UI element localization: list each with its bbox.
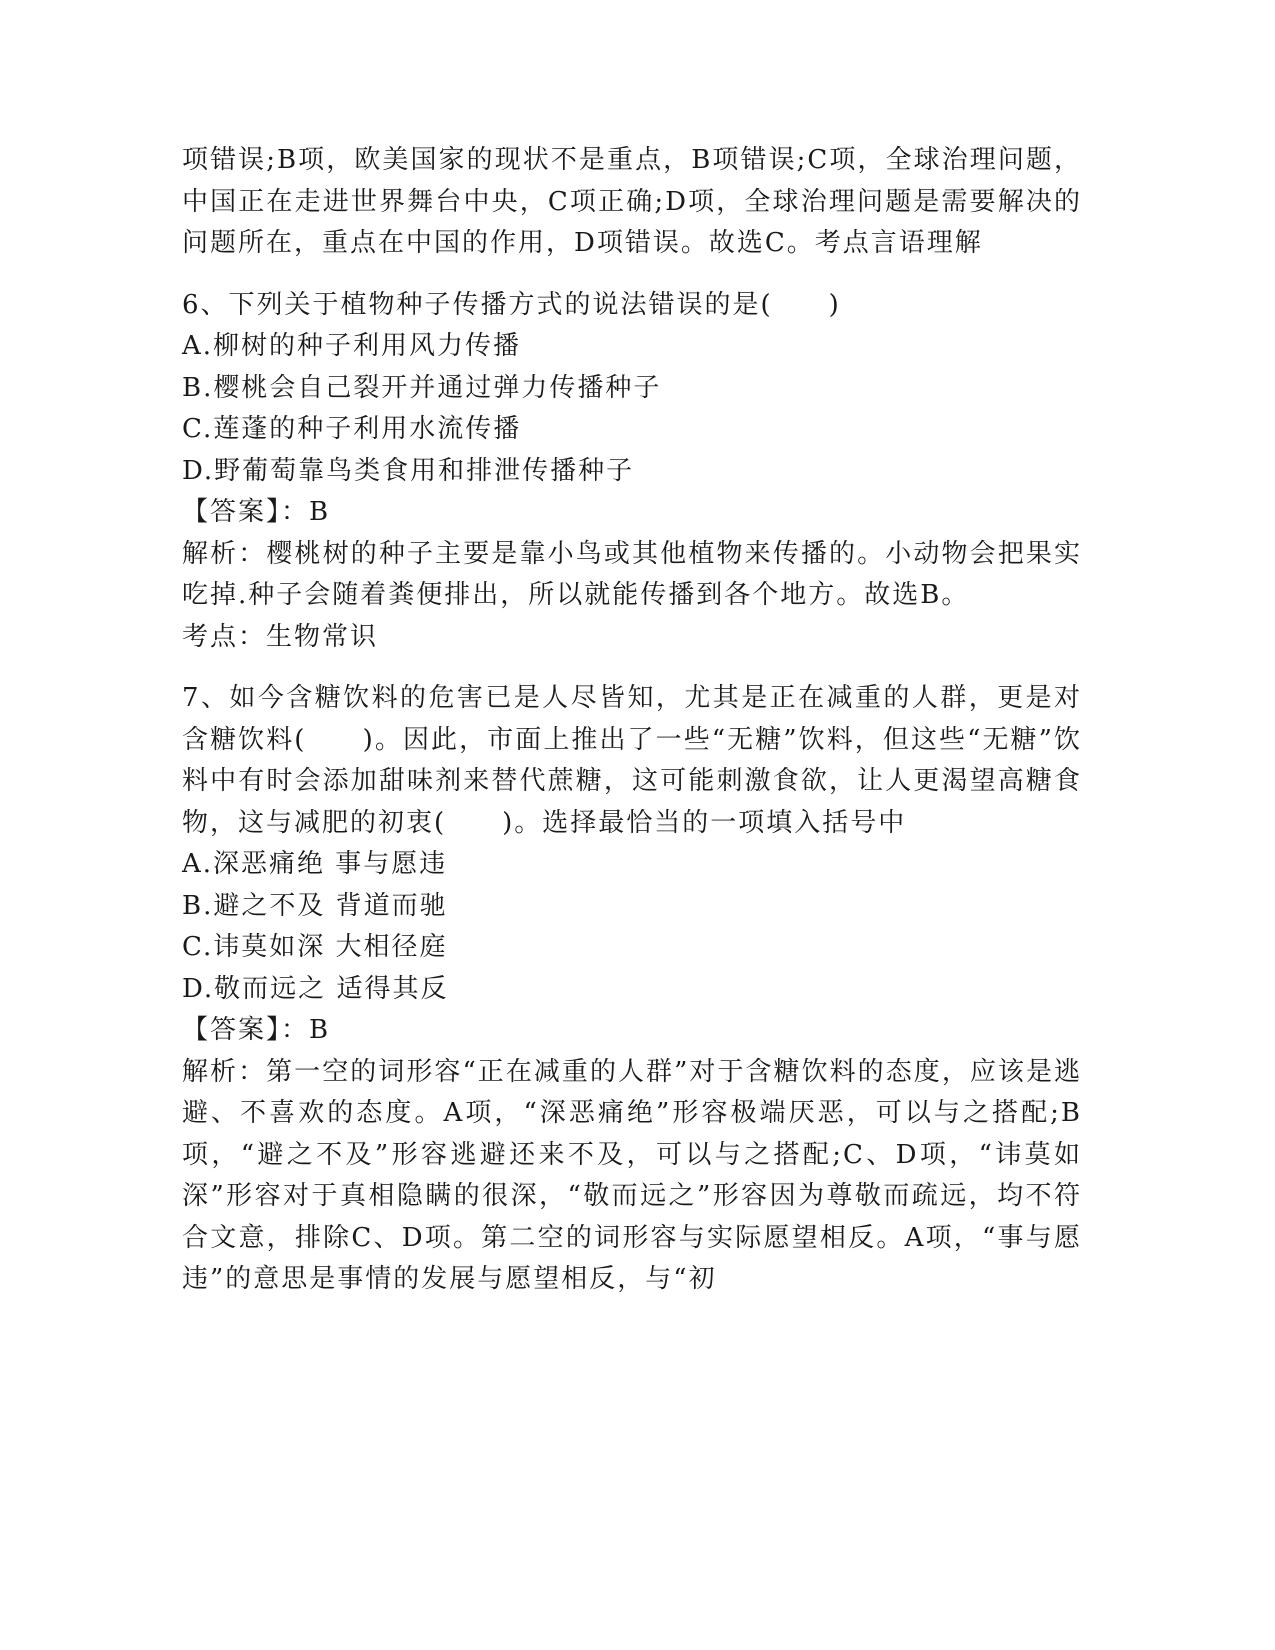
q7-option-a: A.深恶痛绝 事与愿违 xyxy=(182,849,448,879)
q6-option-b: B.樱桃会自己裂开并通过弹力传播种子 xyxy=(182,372,662,403)
question-7 xyxy=(182,678,1082,1301)
q6-answer: 【答案】：B xyxy=(182,497,331,527)
q6-option-c: C.莲蓬的种子利用水流传播 xyxy=(182,414,522,444)
document-page xyxy=(182,140,1082,1301)
q6-analysis: 解析：樱桃树的种子主要是靠小鸟或其他植物来传播的。小动物会把果实吃掉.种子会随着粪便排出，所以就能传播到各个地方。故选B。 xyxy=(182,538,1082,610)
q6-option-d: D.野葡萄靠鸟类食用和排泄传播种子 xyxy=(182,455,635,486)
q7-option-b: B.避之不及 背道而驰 xyxy=(182,890,448,921)
q7-stem: 7、如今含糖饮料的危害已是人尽皆知，尤其是正在减重的人群，更是对含糖饮料( )。因此，市面上推出了一些“无糖”饮料，但这些“无糖”饮料中有时会添加甜味剂来替代蔗糖，这可能刺激食欲，让人更渴望高糖食物，这与减肥的初衷( )。选择最恰当的一项填入括号中 xyxy=(182,683,1082,838)
q7-analysis: 解析：第一空的词形容“正在减重的人群”对于含糖饮料的态度，应该是逃避、不喜欢的态度。A项，“深恶痛绝”形容极端厌恶，可以与之搭配;B项，“避之不及”形容逃避还来不及，可以与之搭配;C、D项，“讳莫如深”形容对于真相隐瞒的很深，“敬而远之”形容因为尊敬而疏远，均不符合文意，排除C、D项。第二空的词形容与实际愿望相反。A项，“事与愿违”的意思是事情的发展与愿望相反，与“初 xyxy=(182,1056,1082,1294)
q5-analysis-tail: 项错误;B项，欧美国家的现状不是重点，B项错误;C项，全球治理问题，中国正在走进世界舞台中央，C项正确;D项，全球治理问题是需要解决的问题所在，重点在中国的作用，D项错误。故选C。考点言语理解 xyxy=(182,145,1082,258)
q6-topic: 考点：生物常识 xyxy=(182,621,379,652)
q7-option-c: C.讳莫如深 大相径庭 xyxy=(182,932,448,962)
q7-option-d: D.敬而远之 适得其反 xyxy=(182,973,449,1004)
spacer xyxy=(182,265,1082,285)
q6-option-a: A.柳树的种子利用风力传播 xyxy=(182,331,522,361)
spacer xyxy=(182,658,1082,678)
question-6 xyxy=(182,285,1082,659)
q7-answer: 【答案】：B xyxy=(182,1015,331,1045)
q6-stem: 6、下列关于植物种子传播方式的说法错误的是( ) xyxy=(182,289,841,320)
